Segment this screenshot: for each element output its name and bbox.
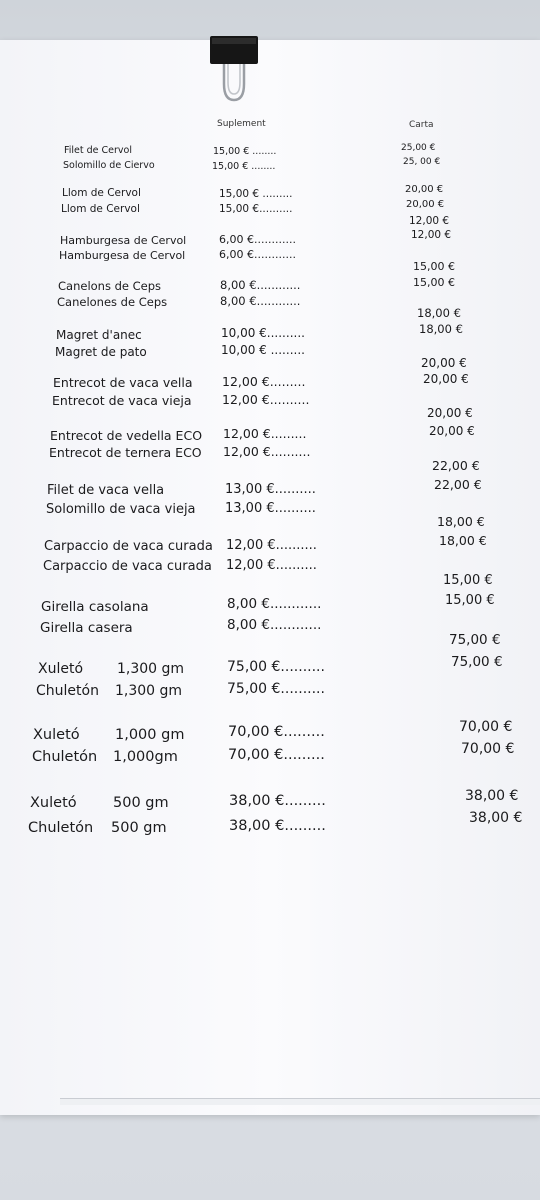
supplement-price: 8,00 €............	[220, 294, 301, 308]
menu-price: 38,00 €	[465, 788, 519, 804]
supplement-price: 12,00 €..........	[222, 392, 310, 407]
menu-price: 20,00 €	[406, 199, 445, 210]
menu-price: 20,00 €	[429, 424, 475, 438]
menu-price: 15,00 €	[443, 573, 493, 588]
dish-name: Filet de Cervol	[64, 145, 132, 156]
menu-price: 18,00 €	[439, 533, 487, 548]
menu-price: 15,00 €	[445, 593, 495, 608]
dish-name: Girella casolana	[41, 599, 149, 615]
supplement-price: 12,00 €..........	[226, 538, 317, 553]
supplement-price: 15,00 €..........	[219, 203, 293, 215]
supplement-column-header: Suplement	[217, 119, 266, 129]
menu-price: 75,00 €	[449, 632, 501, 648]
dish-name: Xuletó	[38, 661, 84, 677]
dish-weight: 1,000gm	[113, 749, 178, 765]
supplement-price: 10,00 €..........	[221, 326, 305, 340]
supplement-price: 75,00 €..........	[227, 681, 325, 697]
menu-price: 18,00 €	[417, 306, 461, 320]
dish-name: Llom de Cervol	[61, 203, 140, 215]
menu-price: 15,00 €	[413, 276, 455, 289]
supplement-price: 12,00 €.........	[222, 374, 306, 389]
menu-price: 15,00 €	[413, 260, 455, 273]
supplement-price: 12,00 €..........	[223, 444, 311, 459]
dish-name: Carpaccio de vaca curada	[43, 559, 212, 574]
menu-price: 20,00 €	[405, 184, 444, 195]
supplement-price: 70,00 €.........	[228, 724, 325, 740]
dish-name: Xuletó	[33, 727, 80, 743]
dish-name: Magret d'anec	[56, 328, 142, 342]
dish-name: Llom de Cervol	[62, 187, 141, 199]
menu-price: 18,00 €	[437, 514, 485, 529]
dish-name: Chuletón	[36, 683, 99, 699]
dish-name: Chuletón	[28, 820, 94, 836]
supplement-price: 8,00 €............	[227, 596, 322, 612]
supplement-price: 38,00 €.........	[229, 818, 326, 834]
dish-weight: 1,300 gm	[117, 661, 185, 677]
price-column-header: Carta	[409, 120, 434, 130]
supplement-price: 12,00 €.........	[223, 426, 307, 441]
dish-name: Entrecot de ternera ECO	[49, 445, 202, 460]
supplement-price: 38,00 €.........	[229, 793, 326, 809]
supplement-price: 12,00 €..........	[226, 558, 317, 573]
menu-price: 22,00 €	[432, 458, 480, 473]
supplement-price: 70,00 €.........	[228, 747, 325, 763]
dish-name: Canelones de Ceps	[57, 295, 168, 309]
dish-name: Girella casera	[40, 620, 133, 636]
menu-price: 75,00 €	[451, 654, 503, 670]
menu-price: 18,00 €	[419, 322, 463, 336]
dish-name: Solomillo de Ciervo	[63, 160, 155, 171]
dish-name: Magret de pato	[55, 345, 147, 359]
dish-name: Xuletó	[30, 795, 77, 811]
dish-name: Chuletón	[32, 749, 98, 765]
supplement-price: 13,00 €..........	[225, 482, 316, 497]
supplement-price: 13,00 €..........	[225, 501, 316, 516]
dish-name: Filet de vaca vella	[47, 483, 165, 498]
supplement-price: 15,00 € .........	[219, 188, 293, 200]
menu-price: 70,00 €	[461, 741, 515, 757]
menu-price: 22,00 €	[434, 477, 482, 492]
menu-price: 25,00 €	[401, 143, 436, 153]
menu-price: 12,00 €	[409, 215, 450, 227]
supplement-price: 15,00 € ........	[213, 146, 277, 157]
menu-price: 20,00 €	[427, 406, 473, 420]
dish-name: Entrecot de vaca vieja	[52, 393, 192, 408]
menu-price: 25, 00 €	[403, 157, 441, 167]
dish-name: Entrecot de vedella ECO	[50, 428, 203, 443]
dish-name: Entrecot de vaca vella	[53, 375, 193, 390]
menu-price: 20,00 €	[423, 372, 469, 386]
dish-name: Solomillo de vaca vieja	[46, 502, 196, 517]
menu-price: 20,00 €	[421, 356, 467, 370]
supplement-price: 6,00 €............	[219, 233, 296, 246]
dish-weight: 500 gm	[113, 795, 169, 811]
supplement-price: 15,00 € ........	[212, 161, 276, 172]
sheet-edge-below	[60, 1098, 540, 1105]
dish-name: Canelons de Ceps	[58, 279, 162, 293]
supplement-price: 10,00 € .........	[221, 343, 305, 357]
supplement-price: 6,00 €............	[219, 248, 296, 261]
dish-name: Carpaccio de vaca curada	[44, 539, 213, 554]
dish-weight: 1,000 gm	[115, 727, 185, 743]
binder-clip-icon	[208, 34, 260, 106]
dish-weight: 1,300 gm	[115, 683, 183, 699]
menu-price: 12,00 €	[411, 229, 452, 241]
dish-weight: 500 gm	[111, 820, 167, 836]
menu-price: 38,00 €	[469, 810, 523, 826]
dish-name: Hamburgesa de Cervol	[59, 249, 186, 262]
supplement-price: 75,00 €..........	[227, 659, 325, 675]
supplement-price: 8,00 €............	[220, 278, 301, 292]
menu-price: 70,00 €	[459, 719, 513, 735]
supplement-price: 8,00 €............	[227, 617, 322, 633]
dish-name: Hamburgesa de Cervol	[60, 234, 187, 247]
